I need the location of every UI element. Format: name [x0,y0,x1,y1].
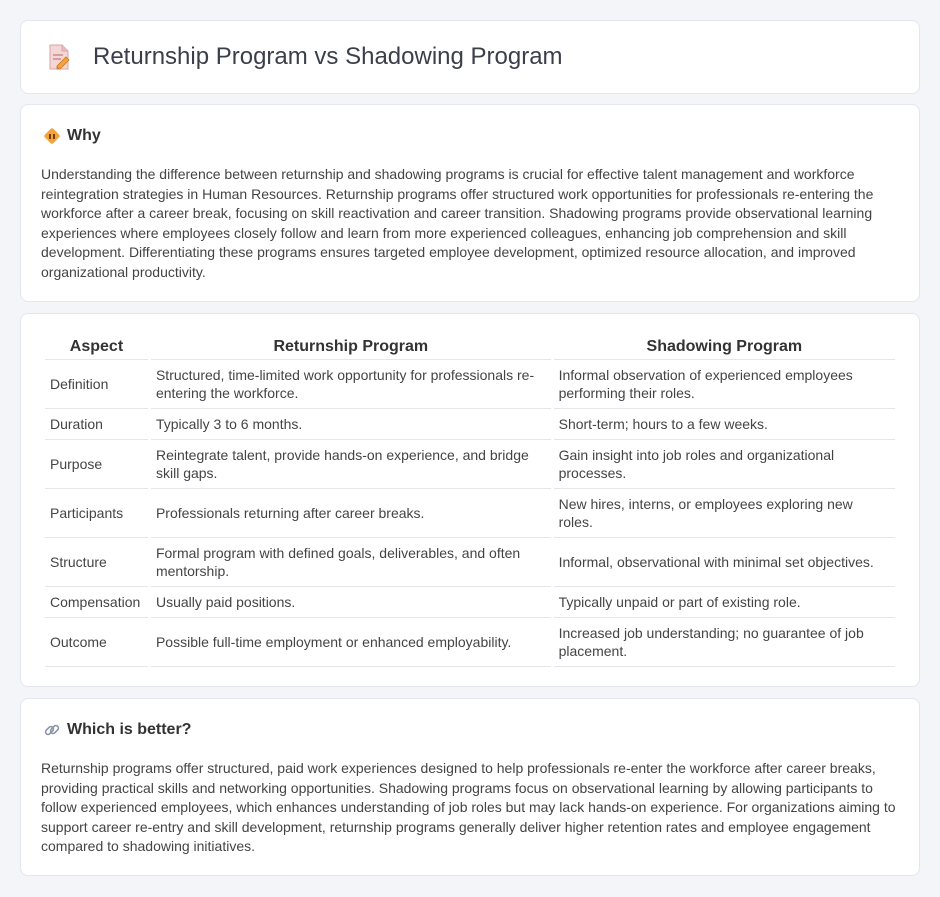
better-paragraph: Returnship programs offer structured, paid work experiences designed to help professionals re-enter the workforce after career breaks, providing practical skills and networking opportunities. Shadowing programs focus on observational learning by allowing participants to follow experienced employees, which enhances understanding of job roles but may lack hands-on experience. For organizations aiming to support career re-entry and skill development, returnship programs generally deliver higher retention rates and employee engagement compared to shadowing initiatives. [41,760,896,854]
shadowing-cell: Informal observation of experienced employees performing their roles. [554,360,895,409]
why-heading-text: Why [67,127,101,144]
table-row [45,587,895,618]
table-row [45,489,895,538]
title-row [47,43,563,71]
returnship-cell: Professionals returning after career breaks. [151,489,551,538]
table-row [45,618,895,667]
better-heading [43,721,191,739]
which-is-better-section [20,698,920,876]
header-shadowing: Shadowing Program [554,334,895,360]
returnship-cell: Formal program with defined goals, deliverables, and often mentorship. [151,538,551,587]
shadowing-cell: Informal, observational with minimal set objectives. [554,538,895,587]
shadowing-cell: Increased job understanding; no guarantee of job placement. [554,618,895,667]
why-heading [43,127,101,145]
returnship-cell: Possible full-time employment or enhanced employability. [151,618,551,667]
table-row [45,409,895,440]
table-row [45,360,895,409]
table-row [45,538,895,587]
link-icon [43,721,61,739]
header-aspect: Aspect [45,334,148,360]
comparison-table-card [20,313,920,687]
diamond-warning-icon [43,127,61,145]
comparison-table [42,334,898,667]
aspect-cell: Definition [45,360,148,409]
aspect-cell: Duration [45,409,148,440]
page-title: Returnship Program vs Shadowing Program [93,43,563,70]
document-edit-icon [47,43,71,71]
shadowing-cell: Short-term; hours to a few weeks. [554,409,895,440]
returnship-cell: Typically 3 to 6 months. [151,409,551,440]
aspect-cell: Compensation [45,587,148,618]
aspect-cell: Participants [45,489,148,538]
header-card [20,20,920,94]
aspect-cell: Structure [45,538,148,587]
better-heading-text: Which is better? [67,721,192,738]
table-row [45,440,895,489]
aspect-cell: Outcome [45,618,148,667]
shadowing-cell: Gain insight into job roles and organizational processes. [554,440,895,489]
returnship-cell: Usually paid positions. [151,587,551,618]
returnship-cell: Structured, time-limited work opportunity for professionals re-entering the workforce. [151,360,551,409]
returnship-cell: Reintegrate talent, provide hands-on experience, and bridge skill gaps. [151,440,551,489]
shadowing-cell: Typically unpaid or part of existing role. [554,587,895,618]
aspect-cell: Purpose [45,440,148,489]
table-header-row [45,334,895,360]
why-section [20,104,920,302]
shadowing-cell: New hires, interns, or employees exploring new roles. [554,489,895,538]
why-paragraph: Understanding the difference between returnship and shadowing programs is crucial for effective talent management and workforce reintegration strategies in Human Resources. Returnship programs offer structured work opportunities for professionals re-entering the workforce after a career break, focusing on skill reactivation and career transition. Shadowing programs provide observational learning experiences where employees closely follow and learn from more experienced colleagues, enhancing job comprehension and skill development. Differentiating these programs ensures targeted employee development, optimized resource allocation, and improved organizational productivity. [41,166,874,280]
header-returnship: Returnship Program [151,334,551,360]
